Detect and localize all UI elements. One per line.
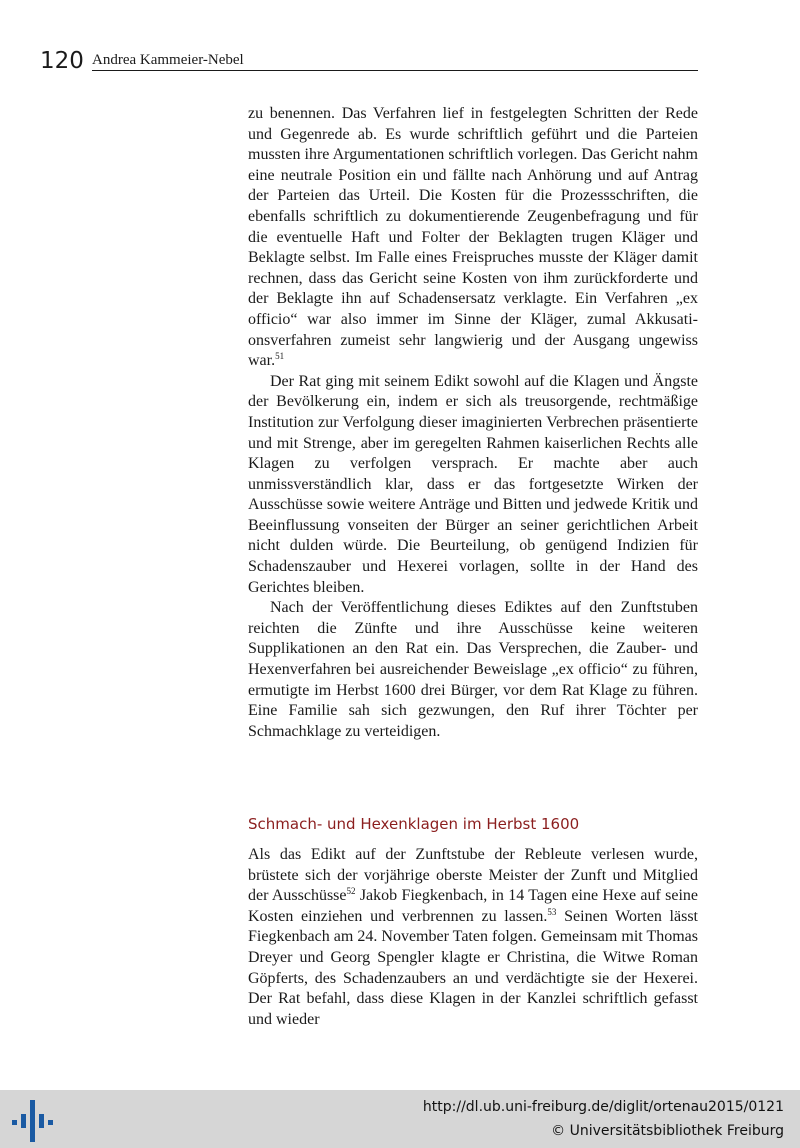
footnote-ref-53[interactable]: 53 — [547, 906, 557, 917]
paragraph: Der Rat ging mit seinem Edikt sowohl auf die Klagen und Ängste der Bevölkerung ein, indem er sich als treusorgende, rechtmäßige Institution zur Verfolgung dieser imaginierten Verbrechen präsentierte und mit Strenge, aber im geregelten Rahmen kaiserlichen Rechts alle Klagen zu verfolgen versprach. Er machte aber auch unmissverständlich klar, dass er das fortgesetzte Wirken der Ausschüsse sowie weitere Anträge und Bitten und jedwede Kritik und Beeinflussung vonseiten der Bürger an seiner gerichtlichen Arbeit nicht dulden würde. Die Beurteilung, ob genügend Indizien für Schadenszauber und Hexerei vorlagen, sollte in der Hand des Gerichtes bleiben. — [248, 372, 698, 596]
paragraph-text: Als das Edikt auf der Zunftstube der Rebleute verlesen wurde, brüstete sich der vorjährige oberste Meister der Zunft und Mitglied der Ausschüsse — [248, 846, 698, 905]
running-head-author: Andrea Kammeier-Nebel — [92, 52, 244, 68]
body-text-block-2 — [248, 845, 698, 1030]
paragraph — [248, 845, 698, 1030]
paragraph: Nach der Veröffentlichung dieses Ediktes auf den Zunftstuben reichten die Zünfte und ihre Ausschüsse keine weiteren Supplikationen an den Rat ein. Das Versprechen, die Zauber- und Hexenverfahren bei ausreichender Beweislage „ex officio“ zu führen, ermutigte im Herbst 1600 drei Bürger, vor dem Rat Klage zu führen. Eine Familie sah sich gezwungen, den Ruf ihrer Töchter per Schmachklage zu verteidigen. — [248, 599, 698, 740]
footnote-ref-51[interactable]: 51 — [275, 351, 285, 362]
paragraph — [248, 104, 698, 372]
page-number: 120 — [40, 48, 84, 74]
footer-bar — [0, 1090, 800, 1148]
ub-freiburg-logo-icon — [12, 1100, 52, 1142]
header-rule — [92, 70, 698, 71]
source-url-link[interactable]: http://dl.ub.uni-freiburg.de/diglit/ortenau2015/0121 — [422, 1099, 784, 1115]
paragraph-text: zu benennen. Das Verfahren lief in festgelegten Schritten der Rede und Gegenrede ab. Es wurde schriftlich geführt und die Parteien mussten ihre Argumentationen schriftlich vorlegen. Das Gericht nahm eine neutrale Position ein und fällte nach Anhörung und auf Antrag der Parteien das Urteil. Die Kosten für die Prozessschriften, die ebenfalls schriftlich zu dokumentierende Zeugenbefragung und für die eventuelle Haft und Folter der Beklagten trugen Kläger und Beklagte selbst. Im Falle eines Freispruches musste der Kläger damit rechnen, dass das Gericht seine Kosten von ihm zurückforderte und der Beklagte ihn auf Schadensersatz verklagte. Ein Verfahren „ex officio“ war also immer im Sinne der Kläger, zumal Akkusationsverfahren zumeist sehr langwierig und der Ausgang ungewiss war. — [248, 105, 698, 370]
body-text-block-1 — [248, 104, 698, 742]
copyright-notice: © Universitätsbibliothek Freiburg — [551, 1123, 784, 1139]
running-head — [40, 46, 698, 72]
section-heading: Schmach- und Hexenklagen im Herbst 1600 — [248, 815, 580, 833]
footnote-ref-52[interactable]: 52 — [346, 886, 356, 897]
paragraph-text: Seinen Worten lässt Fiegkenbach am 24. November Taten folgen. Gemeinsam mit Thomas Dreyer und Georg Spengler klagte er Christina, die Witwe Roman Göpferts, des Schadenzaubers an und verdächtigte sie der Hexerei. Der Rat befahl, dass diese Klagen in der Kanzlei schriftlich gefasst und wieder — [248, 907, 698, 1028]
paragraph-text: Jakob Fiegkenbach, in 14 Tagen eine Hexe auf seine Kosten einziehen und verbrennen zu lassen. — [248, 887, 698, 925]
